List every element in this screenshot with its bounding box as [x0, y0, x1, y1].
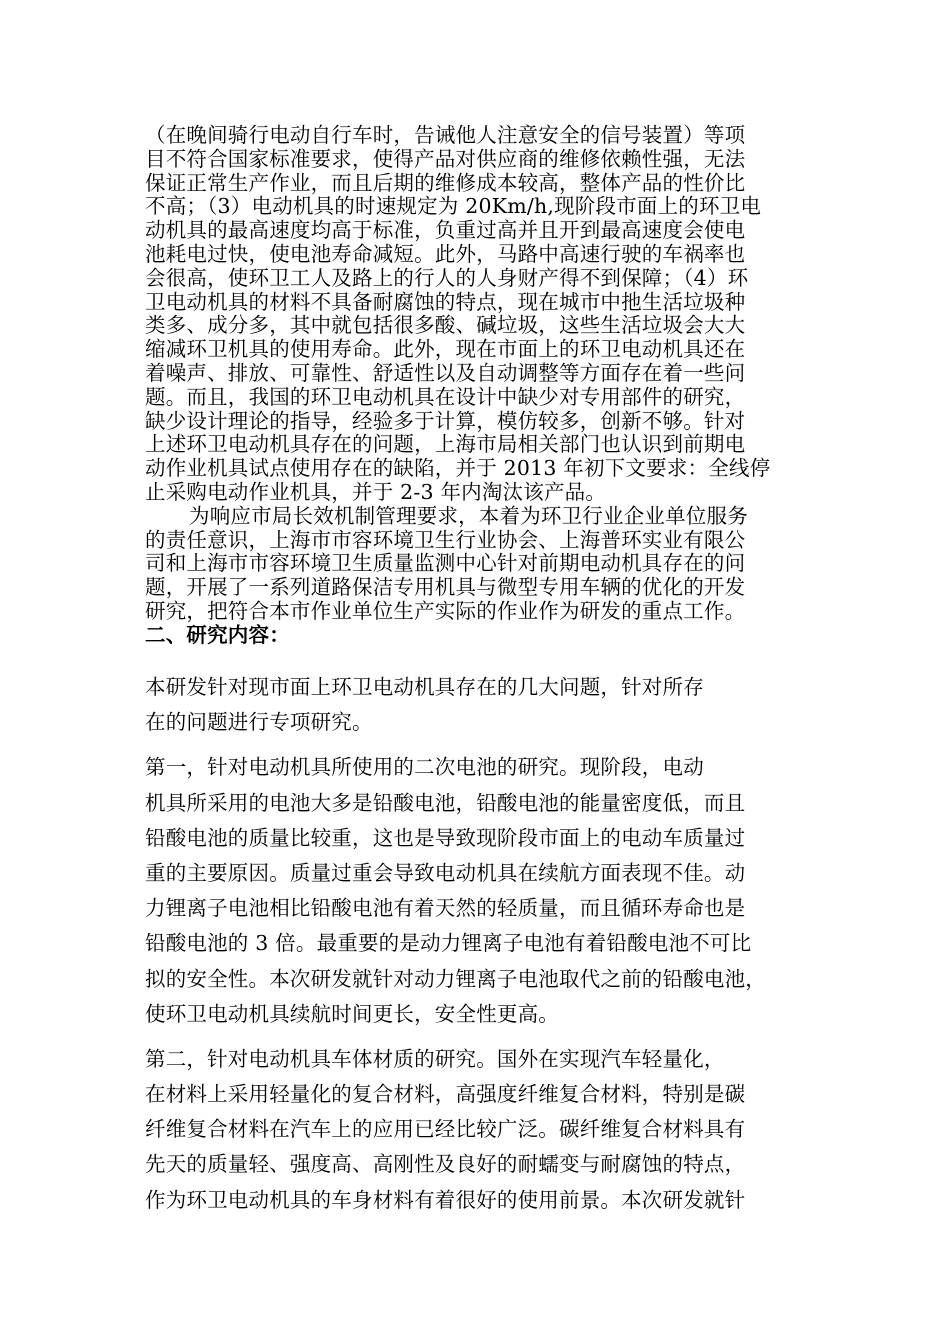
- first-point-paragraph: [145, 750, 813, 1032]
- paragraph-line: 类多、成分多，其中就包括很多酸、碱垃圾，这些生活垃圾会大大: [145, 313, 746, 338]
- paragraph-line: 着噪声、排放、可靠性、舒适性以及自动调整等方面存在着一些问: [145, 360, 746, 385]
- paragraph-line: 不高；（3）电动机具的时速规定为 20Km/h,现阶段市面上的环卫电: [145, 194, 762, 219]
- paragraph-line: 第一，针对电动机具所使用的二次电池的研究。现阶段，电动: [145, 755, 704, 780]
- paragraph-line: 使环卫电动机具续航时间更长，安全性更高。: [145, 1001, 559, 1026]
- paragraph-line: 题，开展了一系列道路保洁专用机具与微型专用车辆的优化的开发: [145, 575, 746, 600]
- paragraph-line: 题。而且，我国的环卫电动机具在设计中缺少对专用部件的研究，: [145, 384, 746, 409]
- upper-text-block: [145, 124, 813, 648]
- paragraph-line: 目不符合国家标准要求，使得产品对供应商的维修依赖性强，无法: [145, 146, 746, 171]
- section-heading: 二、研究内容：: [145, 622, 290, 647]
- paragraph-line: 保证正常生产作业，而且后期的维修成本较高，整体产品的性价比: [145, 170, 746, 195]
- paragraph-line: 第二，针对电动机具车体材质的研究。国外在实现汽车轻量化，: [145, 1046, 725, 1071]
- paragraph-line: 缺少设计理论的指导，经验多于计算，模仿较多，创新不够。针对: [145, 408, 746, 433]
- paragraph-line: 机具所采用的电池大多是铅酸电池，铅酸电池的能量密度低，而且: [145, 790, 746, 815]
- paragraph-line: 司和上海市市容环境卫生质量监测中心针对前期电动机具存在的问: [145, 551, 746, 576]
- paragraph-line: 池耗电过快，使电池寿命减短。此外，马路中高速行驶的车祸率也: [145, 241, 746, 266]
- paragraph-line: 动作业机具试点使用存在的缺陷，并于 2013 年初下文要求：全线停: [145, 456, 771, 481]
- paragraph-line: 上述环卫电动机具存在的问题，上海市局相关部门也认识到前期电: [145, 432, 746, 457]
- paragraph-line: 研究，把符合本市作业单位生产实际的作业作为研发的重点工作。: [145, 598, 746, 623]
- paragraph-line: 力锂离子电池相比铅酸电池有着天然的轻质量，而且循环寿命也是: [145, 896, 746, 921]
- paragraph-line: 铅酸电池的 3 倍。最重要的是动力锂离子电池有着铅酸电池不可比: [145, 931, 752, 956]
- paragraph-line: 会很高，使环卫工人及路上的行人的人身财产得不到保障；（4）环: [145, 265, 749, 290]
- paragraph-line: 为响应市局长效机制管理要求，本着为环卫行业企业单位服务: [189, 503, 748, 528]
- paragraph-line: 重的主要原因。质量过重会导致电动机具在续航方面表现不佳。动: [145, 860, 746, 885]
- response-paragraph: [145, 505, 813, 624]
- paragraph-line: 的责任意识，上海市市容环境卫生行业协会、上海普环实业有限公: [145, 527, 746, 552]
- paragraph-line: 先天的质量轻、强度高、高刚性及良好的耐蠕变与耐腐蚀的特点，: [145, 1152, 746, 1177]
- paragraph-line: 卫电动机具的材料不具备耐腐蚀的特点，现在城市中扡生活垃圾种: [145, 289, 746, 314]
- continuation-paragraph: [145, 124, 813, 505]
- paragraph-line: 本研发针对现市面上环卫电动机具存在的几大问题，针对所存: [145, 675, 704, 699]
- second-point-paragraph: [145, 1042, 813, 1218]
- paragraph-line: 在的问题进行专项研究。: [145, 710, 373, 735]
- intro-paragraph: [145, 670, 813, 740]
- paragraph-line: 动机具的最高速度均高于标准，负重过高并且开到最高速度会使电: [145, 218, 746, 243]
- paragraph-line: （在晚间骑行电动自行车时，告诫他人注意安全的信号装置）等项: [145, 123, 746, 147]
- paragraph-line: 在材料上采用轻量化的复合材料，高强度纤维复合材料，特别是碳: [145, 1082, 746, 1107]
- paragraph-line: 止采购电动作业机具，并于 2-3 年内淘汰该产品。: [145, 479, 607, 504]
- paragraph-line: 缩减环卫机具的使用寿命。此外，现在市面上的环卫电动机具还在: [145, 337, 746, 362]
- lower-text-block: [145, 670, 813, 1218]
- paragraph-line: 铅酸电池的质量比较重，这也是导致现阶段市面上的电动车质量过: [145, 825, 746, 850]
- paragraph-line: 作为环卫电动机具的车身材料有着很好的使用前景。本次研发就针: [145, 1187, 746, 1212]
- paragraph-line: 纤维复合材料在汽车上的应用已经比较广泛。碳纤维复合材料具有: [145, 1117, 746, 1142]
- paragraph-line: 拟的安全性。本次研发就针对动力锂离子电池取代之前的铅酸电池，: [145, 966, 766, 991]
